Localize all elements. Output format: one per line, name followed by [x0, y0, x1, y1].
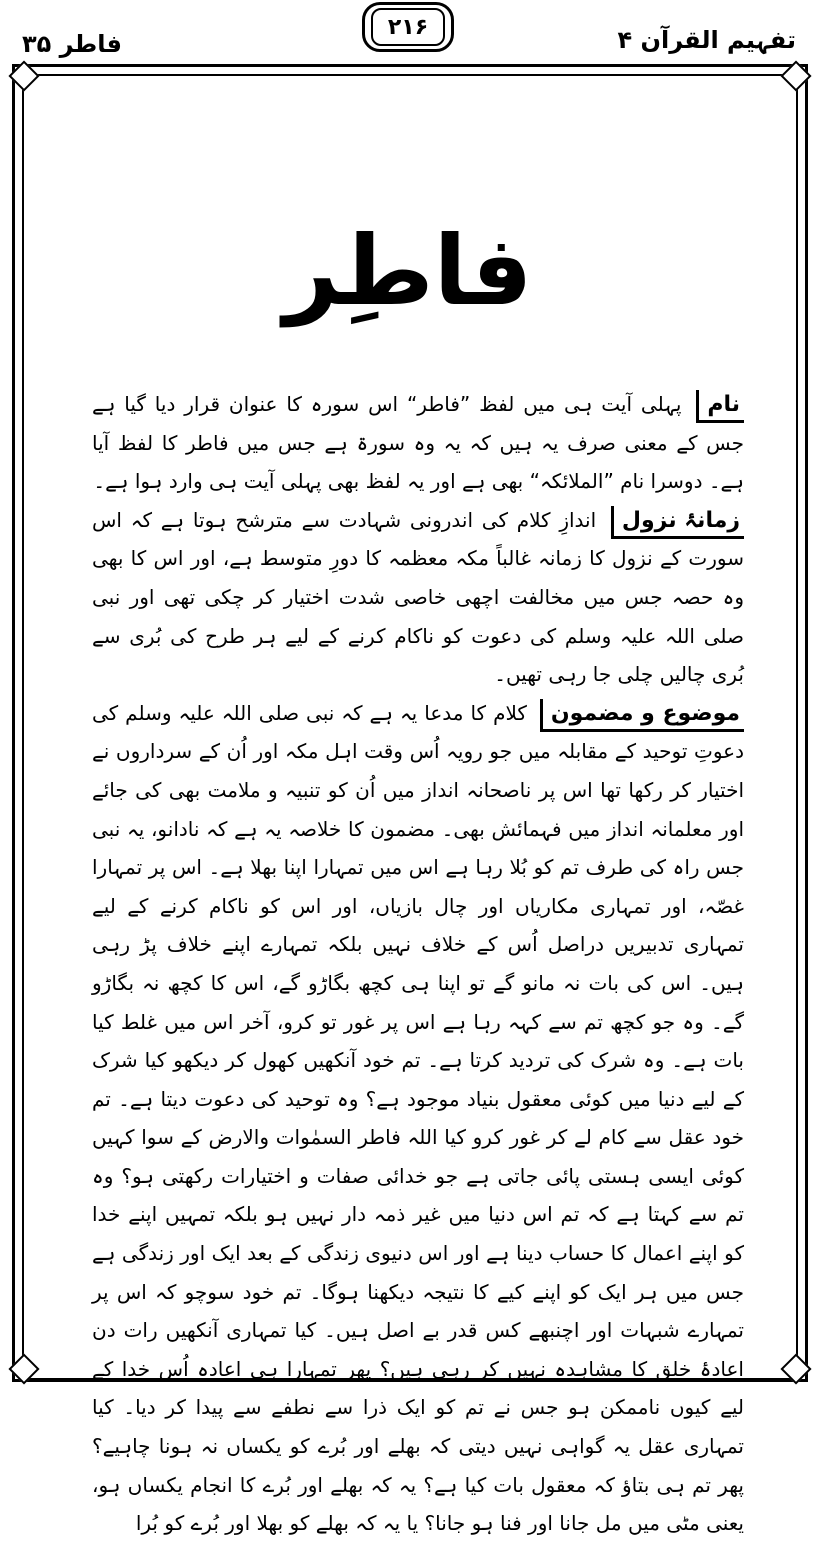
section-text-theme: کلام کا مدعا یہ ہے کہ نبی صلی اللہ علیہ وسلم کی دعوتِ توحید کے مقابلہ میں جو رویہ اُس وقت اہل مکہ اور اُن کے سرداروں نے اختیار کر رکھا تھا اس پر ناصحانہ انداز میں اُن کو تنبیہ و ملامت بھی کی جائے اور معلمانہ انداز میں فہمائش بھی۔ مضمون کا خلاصہ یہ ہے کہ نادانو، یہ نبی جس راہ کی طرف تم کو بُلا رہا ہے اس میں تمہارا اپنا بھلا ہے۔ اس پر تمہارا غصّہ، اور تمہاری مکاریاں اور چال بازیاں، اور اس کو ناکام کرنے کے لیے تمہاری تدبیریں دراصل اُس کے خلاف نہیں بلکہ تمہارے اپنے خلاف پڑ رہی ہیں۔ اس کی بات نہ مانو گے تو اپنا ہی کچھ بگاڑو گے، اس کا کچھ نہ بگاڑو گے۔ وہ جو کچھ تم سے کہہ رہا ہے اس پر غور تو کرو، آخر اس میں غلط کیا بات ہے۔ وہ شرک کی تردید کرتا ہے۔ تم خود آنکھیں کھول کر دیکھو کیا شرک کے لیے دنیا میں کوئی معقول بنیاد موجود ہے؟ وہ توحید کی دعوت دیتا ہے۔ تم خود عقل سے کام لے کر غور کرو کیا اللہ فاطر السمٰوات والارض کے سوا کہیں کوئی ایسی ہستی پائی جاتی ہے جو خدائی صفات و اختیارات رکھتی ہو؟ وہ تم سے کہتا ہے کہ تم اس دنیا میں غیر ذمہ دار نہیں ہو بلکہ تمہیں اپنے خدا کو اپنے اعمال کا حساب دینا ہے اور اس دنیوی زندگی کے بعد ایک اور زندگی ہے جس میں ہر ایک کو اپنے کیے کا نتیجہ دیکھنا ہوگا۔ تم خود سوچو کہ اس پر تمہارے شبہات اور اچنبھے کس قدر بے اصل ہیں۔ کیا تمہاری آنکھیں رات دن اعادۂ خلق کا مشاہدہ نہیں کر رہی ہیں؟ پھر تمہارا ہی اعادہ اُس خدا کے لیے کیوں ناممکن ہو جس نے تم کو ایک ذرا سے نطفے سے پیدا کر دیا۔ کیا تمہاری عقل یہ گواہی نہیں دیتی کہ بھلے اور بُرے کو یکساں نہ ہونا چاہیے؟ پھر تم ہی بتاؤ کہ معقول بات کیا ہے؟ یہ کہ بھلے اور بُرے کا انجام یکساں ہو، یعنی مٹی میں مل جانا اور فنا ہو جانا؟ یا یہ کہ بھلے کو بھلا اور بُرے کو بُرا: [92, 700, 744, 1536]
page-number: ۲۱۶: [371, 8, 445, 46]
section-theme: [92, 694, 744, 1543]
section-name: [92, 385, 744, 501]
section-text-name: پہلی آیت ہی میں لفظ ”فاطر“ اس سورہ کا عنوان قرار دیا گیا ہے جس کے معنی صرف یہ ہیں کہ یہ وہ سورۃ ہے جس میں فاطر کا لفظ آیا ہے۔ دوسرا نام ”الملائکہ“ بھی ہے اور یہ لفظ بھی پہلی آیت ہی وارد ہوا ہے۔: [92, 392, 744, 494]
page-header: [0, 0, 816, 60]
section-label-theme: موضوع و مضمون: [540, 699, 744, 732]
section-period: [92, 501, 744, 694]
surah-reference: فاطر ۳۵: [22, 30, 122, 58]
section-text-period: اندازِ کلام کی اندرونی شہادت سے مترشح ہوتا ہے کہ اس سورت کے نزول کا زمانہ غالباً مکہ معظمہ کا دورِ متوسط ہے، اور اس کا بھی وہ حصہ جس میں مخالفت اچھی خاصی شدت اختیار کر چکی تھی اور نبی صلی اللہ علیہ وسلم کی دعوت کو ناکام کرنے کے لیے ہر طرح کی بُری سے بُری چالیں چلی جا رہی تھیں۔: [92, 507, 744, 687]
section-label-name: نام: [696, 390, 744, 423]
page-number-badge: [362, 2, 454, 52]
surah-title: فاطِر: [283, 215, 533, 327]
section-label-period: زمانۂ نزول: [611, 506, 744, 539]
introduction-body: [92, 385, 744, 1543]
book-title: تفہیم القرآن ۴: [617, 26, 796, 54]
